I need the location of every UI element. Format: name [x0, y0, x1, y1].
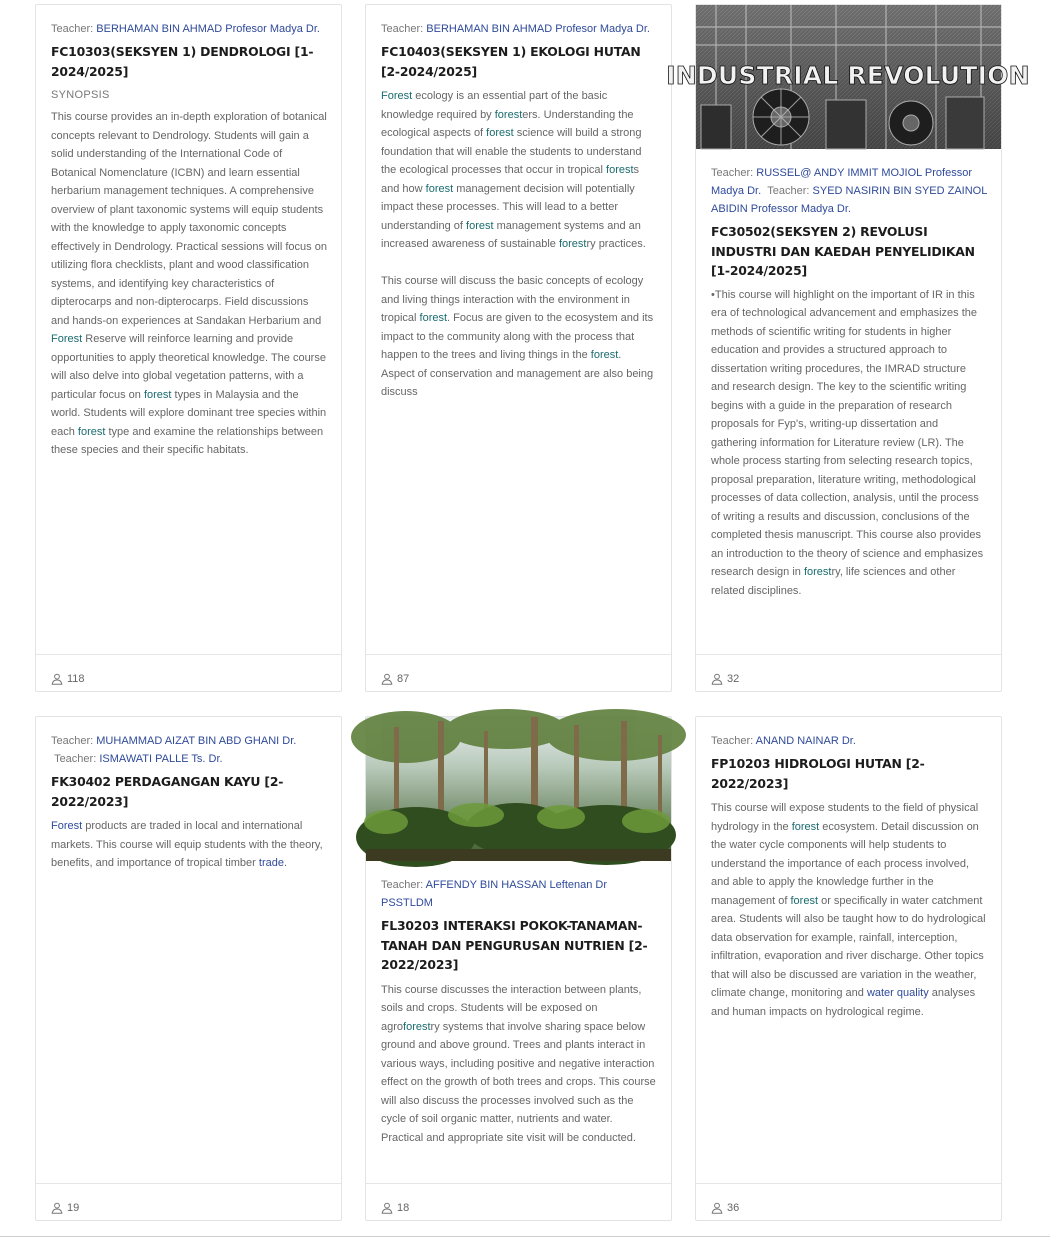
teacher-prefix: Teacher:	[51, 735, 94, 747]
course-card-perdagangan-kayu[interactable]	[35, 716, 342, 1221]
keyword-highlight: forest	[558, 238, 587, 250]
keyword-highlight: forest	[425, 182, 454, 195]
teacher-link[interactable]: BERHAMAN BIN AHMAD Profesor Madya Dr.	[426, 23, 650, 35]
enrolled-count: 19	[67, 1201, 80, 1214]
person-icon	[711, 1202, 723, 1214]
summary-text: or specifically in water catchment area. Students will also be taught how to do hydrological data observation for example, rainfall, interception, infiltration, evaporation and river discharge. Other topics that will also be discussed are variation in the weather, climate change, monitoring and	[711, 894, 986, 999]
teacher-line	[711, 732, 987, 750]
card-footer	[366, 654, 671, 691]
summary-text: products are traded in local and international markets. This course will equip students with the theory, benefits, and importance of tropical timber	[51, 820, 323, 869]
summary-text: type and examine the relationships between these species and their specific habitats.	[51, 425, 324, 456]
summary-text: ers. Understanding the ecological aspects of	[381, 108, 634, 139]
keyword-highlight: forest	[419, 312, 448, 324]
summary-text: ry practices.	[586, 238, 646, 250]
course-title[interactable]: FC10303(SEKSYEN 1) DENDROLOGI [1-2024/2025]	[51, 44, 314, 79]
teacher-line	[711, 164, 987, 218]
course-card-ekologi-hutan[interactable]	[365, 4, 672, 692]
page-bottom-divider	[0, 1236, 1050, 1237]
teacher-prefix: Teacher:	[381, 23, 424, 35]
teacher-line	[51, 20, 327, 38]
teacher-prefix: Teacher:	[711, 735, 754, 747]
person-icon	[381, 1202, 393, 1214]
summary-text: . Aspect of conservation and management are also being discuss	[381, 349, 654, 398]
keyword-highlight: forest	[403, 1020, 431, 1033]
teacher-link[interactable]: SYED NASIRIN BIN SYED ZAINOL ABIDIN Professor Madya Dr.	[711, 185, 987, 215]
teacher-line	[381, 876, 657, 912]
course-title[interactable]: FL30203 INTERAKSI POKOK-TANAMAN-TANAH DAN PENGURUSAN NUTRIEN [2-2022/2023]	[381, 918, 648, 972]
card-footer	[696, 654, 1001, 691]
teacher-prefix: Teacher:	[54, 753, 97, 765]
teacher-link[interactable]: MUHAMMAD AIZAT BIN ABD GHANI Dr.	[96, 735, 297, 747]
course-card-hidrologi-hutan[interactable]	[695, 716, 1002, 1221]
course-title[interactable]: FC30502(SEKSYEN 2) REVOLUSI INDUSTRI DAN KAEDAH PENYELIDIKAN [1-2024/2025]	[711, 224, 975, 278]
teacher-prefix: Teacher:	[711, 167, 754, 179]
course-summary	[51, 108, 327, 460]
summary-text: ecology is an essential part of the basic knowledge required by	[381, 90, 608, 121]
summary-text: s and how	[381, 164, 640, 195]
course-title[interactable]: FC10403(SEKSYEN 1) EKOLOGI HUTAN [2-2024/2025]	[381, 44, 641, 79]
keyword-highlight: forest	[790, 894, 819, 907]
course-summary	[711, 286, 987, 601]
summary-paragraph	[381, 87, 657, 254]
summary-text: types in Malaysia and the world. Students will explore dominant tree species within each	[51, 388, 327, 438]
course-card-dendrologi[interactable]	[35, 4, 342, 692]
summary-text: ry, life sciences and other related disciplines.	[711, 566, 956, 597]
teacher-link[interactable]: BERHAMAN BIN AHMAD Profesor Madya Dr.	[96, 23, 320, 35]
summary-text: This course will discuss the basic concepts of ecology and living things interaction with the environment in tropical	[381, 275, 644, 324]
teacher-prefix: Teacher:	[381, 879, 424, 891]
enrolled-count: 36	[727, 1201, 740, 1214]
summary-text: science will build a strong foundation that will enable the students to understand the ecological processes that occur in tropical	[381, 127, 642, 176]
course-card-interaksi-pokok[interactable]	[365, 716, 672, 1221]
summary-text: .	[283, 857, 288, 869]
keyword-highlight: forest	[466, 219, 494, 232]
card-footer	[36, 654, 341, 691]
course-image[interactable]	[666, 5, 1030, 149]
card-footer	[696, 1183, 1001, 1220]
teacher-line	[51, 732, 327, 768]
summary-text: ry systems that involve sharing space below ground and above ground. Trees and plants interact in various ways, including positive and negative interaction effect on the growth of both trees and crops. This course will also discuss the processes involved such as the cycle of soil organic matter, nutrients and water. Practical and appropriate site visit will be conducted.	[381, 1020, 656, 1144]
teacher-prefix: Teacher:	[767, 185, 810, 197]
keyword-link[interactable]: trade	[258, 857, 284, 869]
keyword-link[interactable]: Forest	[51, 820, 83, 832]
teacher-link[interactable]: ANAND NAINAR Dr.	[755, 735, 856, 747]
summary-text: This course provides an in-depth exploration of botanical concepts relevant to Dendrology. Students will gain a solid understanding of the International Code of Botanical Nomenclature (ICBN) and learn essential herbarium management techniques. A comprehensive overview of plant taxonomic systems will equip students with the knowledge to apply taxonomic concepts effectively in Dendrology. Practical sessions will focus on utilizing flora checklists, plant and wood classification systems, and identifying key characteristics of dipterocarps and non-dipterocarps. Field discussions and hands-on experiences at Sandakan Herbarium and	[51, 111, 327, 327]
teacher-link[interactable]: AFFENDY BIN HASSAN Leftenan Dr PSSTLDM	[381, 879, 608, 909]
agroforestry-image	[366, 717, 671, 861]
enrolled-count: 87	[397, 672, 410, 685]
summary-text: . Focus are given to the ecosystem and its impact to the community along with the process that happen to the trees and living things in the	[381, 312, 654, 361]
keyword-highlight: forest	[143, 388, 172, 401]
teacher-line	[381, 20, 657, 38]
teacher-link[interactable]: ISMAWATI PALLE Ts. Dr.	[99, 753, 223, 765]
course-image[interactable]	[366, 717, 671, 861]
keyword-highlight: forest	[590, 349, 619, 361]
keyword-highlight: forest	[606, 164, 634, 176]
course-title[interactable]: FK30402 PERDAGANGAN KAYU [2-2022/2023]	[51, 774, 284, 809]
summary-text: This course discusses the interaction between plants, soils and crops. Students will be exposed on agro	[381, 983, 642, 1033]
keyword-highlight: forest	[494, 108, 523, 121]
enrolled-count: 18	[397, 1201, 410, 1214]
person-icon	[711, 673, 723, 685]
person-icon	[51, 673, 63, 685]
person-icon	[51, 1202, 63, 1214]
enrolled-count: 118	[67, 672, 85, 685]
keyword-highlight: forest	[791, 820, 820, 833]
industrial-revolution-image	[666, 5, 1030, 149]
teacher-link[interactable]: RUSSEL@ ANDY IMMIT MOJIOL Professor Madya Dr.	[711, 167, 973, 197]
summary-text: Reserve will reinforce learning and provide opportunities to apply theoretical knowledge. The course will also delve into global vegetation patterns, with a particular focus on	[51, 333, 326, 401]
keyword-highlight: Forest	[51, 333, 83, 345]
course-summary	[51, 817, 327, 873]
summary-text: ecosystem. Detail discussion on the water cycle components will help students to understand the importance of each process involved, and able to apply the knowledge further in the management of	[711, 820, 979, 907]
course-card-revolusi-industri[interactable]	[666, 4, 1030, 692]
person-icon	[381, 673, 393, 685]
synopsis-label: SYNOPSIS	[51, 89, 110, 101]
summary-text: management systems and an increased awareness of sustainable	[381, 219, 641, 250]
course-summary	[711, 799, 987, 1021]
card-footer	[366, 1183, 671, 1220]
image-title: INDUSTRIAL REVOLUTION	[666, 61, 1030, 90]
summary-text: This course will expose students to the field of physical hydrology in the	[711, 802, 979, 833]
course-summary	[381, 981, 657, 1148]
enrolled-count: 32	[727, 672, 740, 685]
summary-paragraph	[381, 272, 657, 402]
summary-text: •This course will highlight on the important of IR in this era of technological advancement and emphasizes the methods of scientific writing for students in higher education and provides a structured approach to dissertation writing procedures, the IMRAD structure and research design. The key to the scientific writing begins with a guide in the preparation of research proposals for Fyp's, writing-up dissertation and gathering information for Literature review (LR). The whole process starting from selecting research topics, proposal preparation, literature writing, methodological processes of data collection, analysis, until the process of writing a results and discussion, conclusions of the completed thesis manuscript. This course also provides an introduction to the theory of science and emphasizes research design in	[711, 288, 984, 578]
keyword-link[interactable]: water quality	[866, 987, 929, 999]
summary-text: analyses and human impacts on hydrological regime.	[711, 987, 976, 1018]
keyword-highlight: forest	[77, 425, 106, 438]
card-footer	[36, 1183, 341, 1220]
keyword-highlight: forest	[486, 127, 514, 139]
summary-text: management decision will potentially impact these processes. This will lead to a better understanding of	[381, 182, 635, 232]
keyword-highlight: Forest	[381, 90, 413, 102]
teacher-prefix: Teacher:	[51, 23, 94, 35]
keyword-highlight: forest	[803, 566, 832, 578]
course-summary	[381, 87, 657, 402]
course-title[interactable]: FP10203 HIDROLOGI HUTAN [2-2022/2023]	[711, 756, 925, 791]
